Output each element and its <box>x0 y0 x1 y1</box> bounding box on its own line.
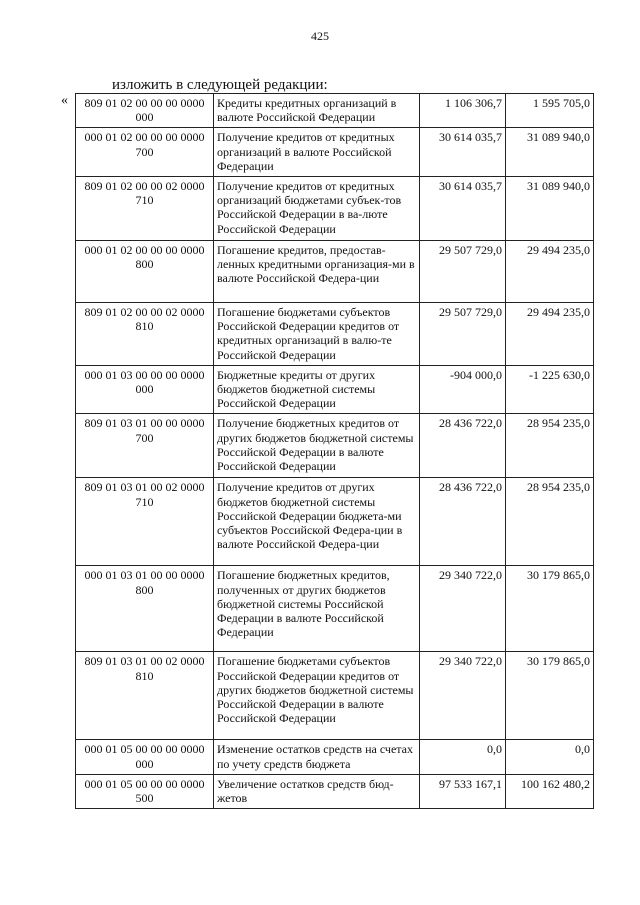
value-year2-cell: 31 089 940,0 <box>506 177 594 241</box>
value-year2-cell: 28 954 235,0 <box>506 478 594 566</box>
value-year1-cell: 30 614 035,7 <box>420 128 506 177</box>
intro-text: изложить в следующей редакции: <box>112 77 328 93</box>
value-year1-cell: 97 533 167,1 <box>420 774 506 808</box>
value-year2-cell: 30 179 865,0 <box>506 566 594 652</box>
description-cell: Погашение кредитов, предостав-ленных кредитными организация-ми в валюте Российской Федера-ции <box>214 241 420 303</box>
description-cell: Погашение бюджетами субъектов Российской Федерации кредитов от других бюджетов бюджетной системы Российской Федерации в валюте Российской Федерации <box>214 652 420 740</box>
description-cell: Погашение бюджетами субъектов Российской Федерации кредитов от кредитных организаций в валю-те Российской Федерации <box>214 303 420 366</box>
description-cell: Получение бюджетных кредитов от других бюджетов бюджетной системы Российской Федерации в валюте Российской Федерации <box>214 414 420 478</box>
budget-code-cell: 809 01 02 00 00 02 0000 810 <box>76 303 214 366</box>
table-row <box>76 94 594 128</box>
value-year2-cell: 30 179 865,0 <box>506 652 594 740</box>
description-cell: Получение кредитов от кредитных организаций бюджетами субъек-тов Российской Федерации в ва-люте Российской Федерации <box>214 177 420 241</box>
budget-code-cell: 000 01 02 00 00 00 0000 700 <box>76 128 214 177</box>
table-row <box>76 303 594 366</box>
value-year2-cell: 29 494 235,0 <box>506 303 594 366</box>
value-year1-cell: 29 507 729,0 <box>420 303 506 366</box>
table-row <box>76 128 594 177</box>
value-year2-cell: 100 162 480,2 <box>506 774 594 808</box>
budget-code-cell: 809 01 02 00 00 02 0000 710 <box>76 177 214 241</box>
value-year2-cell: 31 089 940,0 <box>506 128 594 177</box>
budget-code-cell: 809 01 03 01 00 00 0000 700 <box>76 414 214 478</box>
budget-code-cell: 000 01 03 01 00 00 0000 800 <box>76 566 214 652</box>
table-row <box>76 652 594 740</box>
open-quote: « <box>61 93 68 108</box>
value-year2-cell: 0,0 <box>506 740 594 774</box>
table-row <box>76 774 594 808</box>
table-row <box>76 177 594 241</box>
budget-code-cell: 809 01 03 01 00 02 0000 810 <box>76 652 214 740</box>
value-year1-cell: 29 340 722,0 <box>420 566 506 652</box>
value-year1-cell: -904 000,0 <box>420 365 506 414</box>
description-cell: Получение кредитов от кредитных организаций в валюте Российской Федерации <box>214 128 420 177</box>
table-row <box>76 478 594 566</box>
table-row <box>76 414 594 478</box>
value-year1-cell: 28 436 722,0 <box>420 478 506 566</box>
value-year1-cell: 30 614 035,7 <box>420 177 506 241</box>
budget-table-body <box>76 94 594 809</box>
value-year1-cell: 29 507 729,0 <box>420 241 506 303</box>
value-year1-cell: 29 340 722,0 <box>420 652 506 740</box>
description-cell: Кредиты кредитных организаций в валюте Российской Федерации <box>214 94 420 128</box>
budget-code-cell: 809 01 02 00 00 00 0000 000 <box>76 94 214 128</box>
table-row <box>76 740 594 774</box>
budget-table <box>75 93 594 809</box>
value-year1-cell: 1 106 306,7 <box>420 94 506 128</box>
value-year2-cell: 29 494 235,0 <box>506 241 594 303</box>
description-cell: Получение кредитов от других бюджетов бюджетной системы Российской Федерации бюджета-ми субъектов Российской Федера-ции в валюте Российской Федера-ции <box>214 478 420 566</box>
description-cell: Увеличение остатков средств бюд-жетов <box>214 774 420 808</box>
budget-code-cell: 000 01 05 00 00 00 0000 500 <box>76 774 214 808</box>
description-cell: Изменение остатков средств на счетах по учету средств бюджета <box>214 740 420 774</box>
value-year1-cell: 0,0 <box>420 740 506 774</box>
description-cell: Погашение бюджетных кредитов, полученных от других бюджетов бюджетной системы Российской Федерации в валюте Российской Федерации <box>214 566 420 652</box>
value-year1-cell: 28 436 722,0 <box>420 414 506 478</box>
table-row <box>76 365 594 414</box>
table-row <box>76 241 594 303</box>
budget-code-cell: 000 01 05 00 00 00 0000 000 <box>76 740 214 774</box>
budget-code-cell: 000 01 03 00 00 00 0000 000 <box>76 365 214 414</box>
value-year2-cell: -1 225 630,0 <box>506 365 594 414</box>
table-row <box>76 566 594 652</box>
description-cell: Бюджетные кредиты от других бюджетов бюджетной системы Российской Федерации <box>214 365 420 414</box>
value-year2-cell: 1 595 705,0 <box>506 94 594 128</box>
page-number: 425 <box>311 29 329 43</box>
value-year2-cell: 28 954 235,0 <box>506 414 594 478</box>
budget-code-cell: 809 01 03 01 00 02 0000 710 <box>76 478 214 566</box>
budget-code-cell: 000 01 02 00 00 00 0000 800 <box>76 241 214 303</box>
